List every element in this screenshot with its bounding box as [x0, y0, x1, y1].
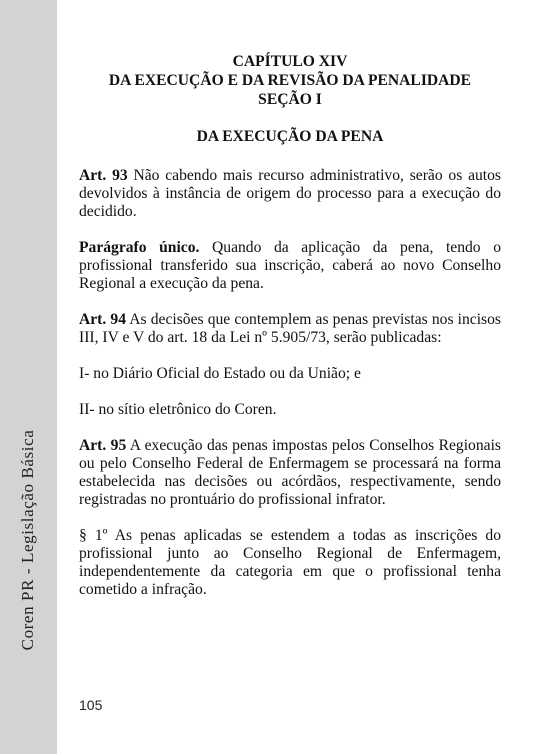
paragrafo-1-text: § 1º As penas aplicadas se estendem a todas as inscrições do profissional junto ao Conselho Regional de Enfermagem, independentemente da categoria em que o profissional tenha cometido a infração.: [79, 527, 501, 598]
sidebar: [0, 0, 57, 754]
section-label: SEÇÃO I: [258, 91, 322, 108]
article-95: [79, 437, 501, 509]
page-number: 105: [79, 697, 103, 713]
paragrafo-unico-lead: Parágrafo único.: [79, 239, 200, 256]
paragrafo-1: [79, 527, 501, 599]
paragrafo-unico-text: Quando da aplicação da pena, tendo o profissional transferido sua inscrição, caberá ao novo Conselho Regional a execução da pena.: [79, 239, 501, 292]
article-95-text: A execução das penas impostas pelos Conselhos Regionais ou pelo Conselho Federal de Enfermagem se processará na forma estabelecida nas decisões ou acórdãos, respectivamente, sendo registradas no prontuário do profissional infrator.: [79, 437, 501, 508]
sidebar-label: Coren PR - Legislação Básica: [18, 429, 37, 651]
page-content: [79, 52, 501, 599]
inciso-ii-text: II- no sítio eletrônico do Coren.: [79, 401, 277, 418]
article-94-text: As decisões que contemplem as penas previstas nos incisos III, IV e V do art. 18 da Lei nº 5.905/73, serão publicadas:: [79, 311, 501, 346]
inciso-ii: [79, 401, 501, 419]
section-title: DA EXECUÇÃO DA PENA: [196, 128, 384, 145]
article-94-lead: Art. 94: [79, 311, 126, 328]
article-95-lead: Art. 95: [79, 437, 127, 454]
inciso-i-text: I- no Diário Oficial do Estado ou da União; e: [79, 365, 361, 382]
inciso-i: [79, 365, 501, 383]
chapter-title: CAPÍTULO XIV: [232, 53, 348, 70]
article-93-lead: Art. 93: [79, 167, 128, 184]
paragrafo-unico: [79, 239, 501, 293]
article-93-text: Não cabendo mais recurso administrativo, serão os autos devolvidos à instância de origem do processo para a execução do decidido.: [79, 167, 501, 220]
article-93: [79, 167, 501, 221]
article-94: [79, 311, 501, 347]
chapter-subtitle: DA EXECUÇÃO E DA REVISÃO DA PENALIDADE: [108, 72, 472, 89]
